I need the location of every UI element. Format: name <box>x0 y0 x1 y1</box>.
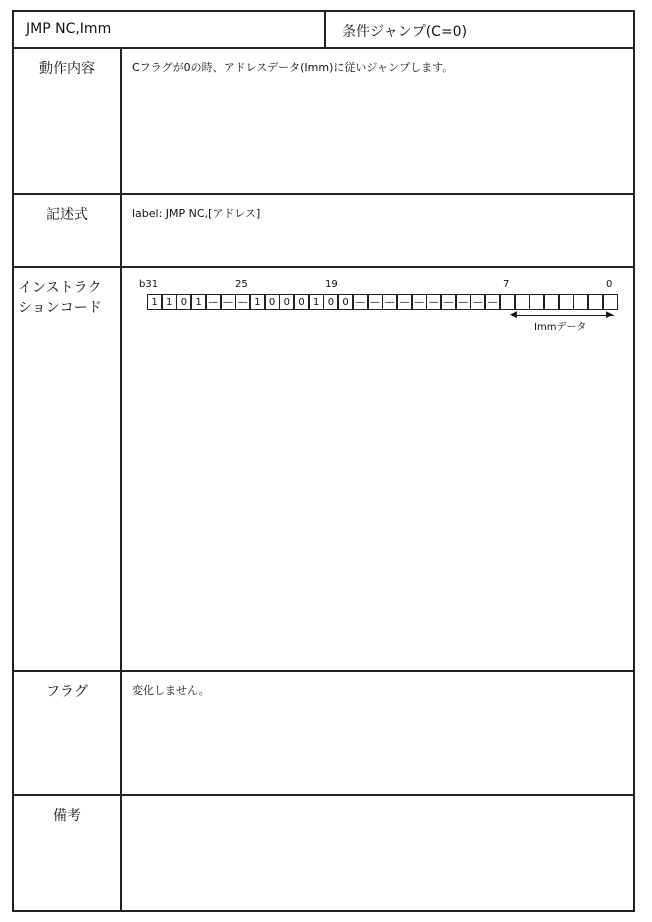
bit-cell: — <box>456 294 471 310</box>
bit-cell: — <box>412 294 427 310</box>
flags-row <box>14 672 633 796</box>
bit-cell: — <box>397 294 412 310</box>
bit-cell <box>573 294 588 310</box>
operation-label: 動作内容 <box>39 61 95 77</box>
remarks-row <box>14 796 633 910</box>
imm-range-line <box>512 315 614 316</box>
bit-cell: 0 <box>176 294 191 310</box>
bit-cell: — <box>382 294 397 310</box>
instruction-code-label-line1: インストラク <box>18 280 102 296</box>
instruction-code-label-cell <box>14 268 122 670</box>
bit-label-7: 7 <box>503 279 510 290</box>
operation-row <box>14 49 633 195</box>
instruction-mnemonic: JMP NC,Imm <box>26 21 112 37</box>
imm-data-label: Immデータ <box>534 322 587 333</box>
bit-cell: 0 <box>294 294 309 310</box>
bit-cell: 0 <box>265 294 280 310</box>
operation-label-cell <box>14 49 122 193</box>
bit-cell: 0 <box>279 294 294 310</box>
flags-label: フラグ <box>46 684 88 700</box>
bit-cell: — <box>426 294 441 310</box>
bit-cell: — <box>206 294 221 310</box>
syntax-label-cell <box>14 195 122 266</box>
bit-label-b31: b31 <box>139 279 159 290</box>
bit-cell: — <box>441 294 456 310</box>
operation-text: Cフラグが0の時、アドレスデータ(Imm)に従いジャンプします。 <box>132 61 454 74</box>
header-instruction-cell <box>14 12 326 47</box>
bit-label-0: 0 <box>606 279 613 290</box>
instruction-sheet <box>12 10 635 912</box>
bit-cell <box>500 294 515 310</box>
bit-cell: 1 <box>162 294 177 310</box>
syntax-label: 記述式 <box>46 207 88 223</box>
bit-cell <box>603 294 618 310</box>
bit-cell: 1 <box>191 294 206 310</box>
bit-cell <box>515 294 530 310</box>
remarks-label-cell <box>14 796 122 910</box>
bit-cell: 1 <box>250 294 265 310</box>
bit-label-19: 19 <box>325 279 338 290</box>
instruction-code-label-line2: ションコード <box>18 300 102 316</box>
instruction-description: 条件ジャンプ(C=0) <box>342 24 468 40</box>
bit-cell: — <box>470 294 485 310</box>
bit-cell <box>544 294 559 310</box>
imm-arrow-left-icon: ◀ <box>510 310 517 320</box>
syntax-text: label: JMP NC,[アドレス] <box>132 207 261 220</box>
bit-cell: — <box>221 294 236 310</box>
header-row <box>14 12 633 49</box>
bit-cell: — <box>485 294 500 310</box>
bit-cell <box>559 294 574 310</box>
bit-label-25: 25 <box>235 279 248 290</box>
bit-cell <box>588 294 603 310</box>
bit-cell: — <box>368 294 383 310</box>
syntax-row <box>14 195 633 268</box>
bit-cell <box>529 294 544 310</box>
flags-label-cell <box>14 672 122 794</box>
bit-cell: 1 <box>309 294 324 310</box>
bit-cell: 1 <box>147 294 162 310</box>
imm-arrow-right-icon: ▶ <box>606 310 613 320</box>
bit-cell: — <box>235 294 250 310</box>
bit-cell: 0 <box>323 294 338 310</box>
bit-cell: — <box>353 294 368 310</box>
remarks-label: 備考 <box>53 808 81 824</box>
bit-cell: 0 <box>338 294 353 310</box>
instruction-code-label <box>18 278 102 318</box>
flags-text: 変化しません。 <box>132 684 210 697</box>
